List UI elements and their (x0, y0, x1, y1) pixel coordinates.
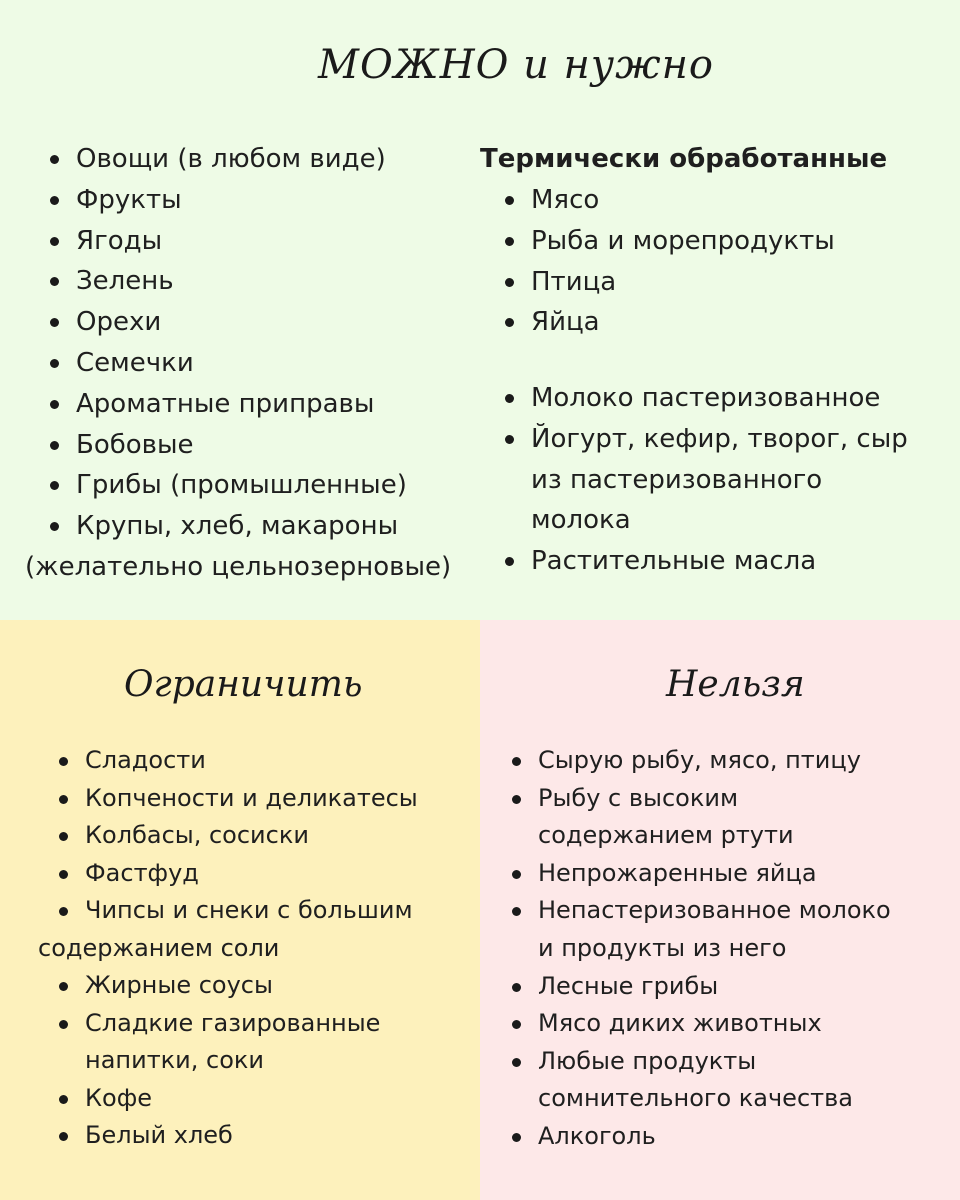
list-item: Йогурт, кефир, творог, сыр из пастеризованного молока (503, 419, 908, 541)
bullet-icon (505, 435, 514, 444)
list-item: Сладости (57, 742, 418, 780)
list-item: Фрукты (48, 180, 407, 221)
limit-title: Ограничить (124, 664, 363, 705)
list-item: Овощи (в любом виде) (48, 139, 407, 180)
list-item: Жирные соусы (57, 967, 380, 1005)
list-item: Чипсы и снеки с большим (57, 892, 418, 930)
bullet-icon (59, 907, 68, 916)
bullet-icon (59, 1095, 68, 1104)
allowed-list-left (48, 139, 407, 547)
bullet-icon (512, 870, 521, 879)
bullet-icon (50, 318, 59, 327)
bullet-icon (50, 196, 59, 205)
list-item: Яйца (503, 302, 835, 343)
forbid-panel (480, 620, 960, 1200)
bullet-icon (505, 237, 514, 246)
bullet-icon (50, 522, 59, 531)
list-item: Зелень (48, 261, 407, 302)
list-item: Сладкие газированные напитки, соки (57, 1005, 380, 1080)
allowed-list-right (503, 180, 835, 343)
allowed-title: МОЖНО и нужно (318, 42, 715, 88)
limit-item5-continuation: содержанием соли (38, 934, 280, 962)
limit-list-2 (57, 967, 380, 1155)
bullet-icon (512, 757, 521, 766)
list-item: Копчености и деликатесы (57, 780, 418, 818)
list-item: Непрожаренные яйца (510, 855, 891, 893)
list-item: Крупы, хлеб, макароны (48, 506, 407, 547)
list-item: Птица (503, 262, 835, 303)
list-item: Непастеризованное молоко и продукты из него (510, 892, 891, 967)
list-item: Рыбу с высоким содержанием ртути (510, 780, 891, 855)
list-item: Орехи (48, 302, 407, 343)
forbid-list (510, 742, 891, 1156)
bullet-icon (505, 278, 514, 287)
list-item: Сырую рыбу, мясо, птицу (510, 742, 891, 780)
list-item: Растительные масла (503, 541, 908, 582)
allowed-left-continuation: (желательно цельнозерновые) (25, 552, 452, 582)
bullet-icon (50, 155, 59, 164)
allowed-list-right-2 (503, 378, 908, 582)
list-item: Рыба и морепродукты (503, 221, 835, 262)
bullet-icon (59, 1132, 68, 1141)
bullet-icon (50, 441, 59, 450)
bullet-icon (50, 400, 59, 409)
list-item: Ягоды (48, 221, 407, 262)
list-item: Мясо (503, 180, 835, 221)
forbid-title: Нельзя (666, 664, 805, 705)
limit-list (57, 742, 418, 930)
list-item: Любые продукты сомнительного качества (510, 1043, 891, 1118)
bullet-icon (59, 757, 68, 766)
bullet-icon (59, 870, 68, 879)
list-item: Молоко пастеризованное (503, 378, 908, 419)
list-item: Фастфуд (57, 855, 418, 893)
bullet-icon (505, 394, 514, 403)
list-item: Мясо диких животных (510, 1005, 891, 1043)
bullet-icon (512, 983, 521, 992)
bullet-icon (59, 832, 68, 841)
bullet-icon (505, 557, 514, 566)
bullet-icon (50, 359, 59, 368)
list-item: Колбасы, сосиски (57, 817, 418, 855)
bullet-icon (50, 481, 59, 490)
list-item: Кофе (57, 1080, 380, 1118)
bullet-icon (59, 982, 68, 991)
bullet-icon (512, 1058, 521, 1067)
bullet-icon (512, 1020, 521, 1029)
bullet-icon (512, 795, 521, 804)
list-item: Ароматные приправы (48, 384, 407, 425)
thermal-heading: Термически обработанные (480, 144, 888, 174)
bullet-icon (505, 318, 514, 327)
list-item: Бобовые (48, 425, 407, 466)
limit-panel (0, 620, 480, 1200)
list-item: Белый хлеб (57, 1117, 380, 1155)
bullet-icon (505, 196, 514, 205)
bullet-icon (512, 907, 521, 916)
list-item: Алкоголь (510, 1118, 891, 1156)
bullet-icon (512, 1133, 521, 1142)
bullet-icon (50, 237, 59, 246)
bullet-icon (59, 795, 68, 804)
list-item: Семечки (48, 343, 407, 384)
bullet-icon (59, 1020, 68, 1029)
list-item: Грибы (промышленные) (48, 465, 407, 506)
bullet-icon (50, 277, 59, 286)
list-item: Лесные грибы (510, 968, 891, 1006)
